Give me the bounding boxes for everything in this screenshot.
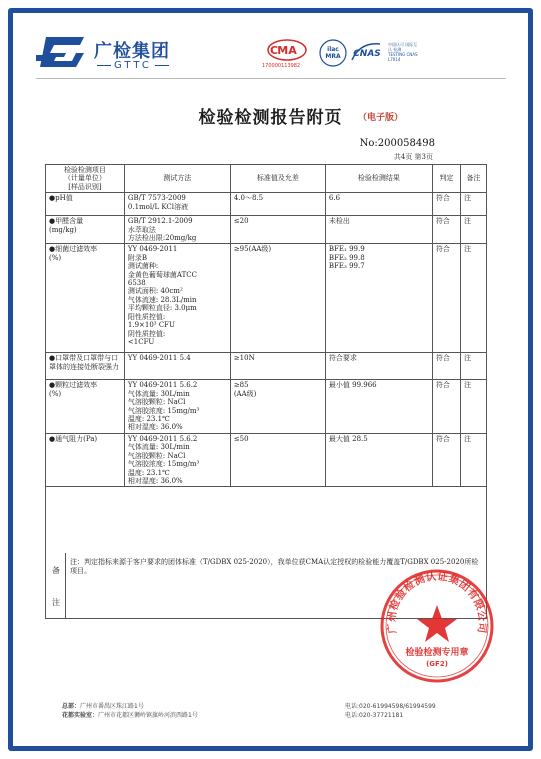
seal-ring-text: 广州检验检测认证集团有限公司	[385, 570, 489, 635]
table-row	[46, 353, 487, 380]
cell-result: 6.6	[325, 193, 432, 216]
report-number: No:200058498	[359, 138, 435, 149]
cnas-icon	[350, 40, 384, 64]
cma-mark-icon	[266, 38, 308, 62]
cell-remark: 注	[461, 353, 487, 380]
phone-2: 电话:020-37721181	[345, 712, 404, 719]
cell-remark: 注	[461, 216, 487, 244]
table-row	[46, 193, 487, 216]
table-header-row	[46, 165, 487, 193]
seal-star-icon	[417, 605, 457, 642]
lab-address: 广州市花都区狮岭镇旗岭河滨西路1号	[98, 712, 198, 719]
cell-remark: 注	[461, 433, 487, 486]
svg-text:MRA: MRA	[325, 53, 341, 60]
company-name-en: GTTC	[94, 60, 172, 71]
cell-judge: 符合	[432, 353, 460, 380]
cell-standard: ≥95(AA级)	[230, 244, 325, 353]
cell-item: ●通气阻力(Pa)	[46, 433, 125, 486]
cell-remark: 注	[461, 380, 487, 433]
cell-judge: 符合	[432, 433, 460, 486]
cnas-text: 中国认可 国际互认 检测 TESTING CNAS L7014	[388, 42, 418, 62]
seal-center-text: 检验检测专用章	[405, 648, 469, 658]
cell-judge: 符合	[432, 244, 460, 353]
cell-item: ●口罩带及口罩带与口罩体的连接处断裂强力	[46, 353, 125, 380]
cell-standard: ≥10N	[230, 353, 325, 380]
cell-result: 符合要求	[325, 353, 432, 380]
official-seal	[378, 567, 496, 685]
cell-standard: ≤20	[230, 216, 325, 244]
cell-remark: 注	[461, 193, 487, 216]
cell-method: GB/T 7573-2009 0.1mol/L KCl溶液	[124, 193, 230, 216]
notes-label: 备 注	[46, 553, 66, 619]
cell-method: GB/T 2912.1-2009 水萃取法 方法检出限:20mg/kg	[124, 216, 230, 244]
header-remark: 备注	[461, 165, 487, 193]
cell-method: YY 0469-2011 5.4	[124, 353, 230, 380]
table-blank-area	[45, 464, 487, 554]
cell-item: ●甲醛含量 (mg/kg)	[46, 216, 125, 244]
header-divider	[36, 78, 506, 79]
svg-text:ilac: ilac	[327, 46, 339, 53]
cell-result: 最大值 28.5	[325, 433, 432, 486]
headquarters-address: 广州市番禺区珠江路1号	[80, 703, 144, 710]
ilac-mra-icon	[318, 38, 348, 68]
page-info: 共4页 第3页	[393, 153, 433, 161]
table-row	[46, 380, 487, 433]
notes-text: 注：判定指标来源于客户要求的团体标准（T/GDBX 025-2020），我单位获CMA认定授权的检验能力覆盖T/GDBX 025-2020所检项目。	[70, 558, 479, 575]
company-name-cn: 广检集团	[94, 41, 170, 62]
cell-method: YY 0469-2011 附录B 测试菌种: 金黄色葡萄球菌ATCC 6538 测试面积: 40cm² 气体流速: 28.3L/min 平均颗粒直径: 3.0μm 阳性质控值: 1.9×10³ CFU 阴性质控值: <1CFU	[124, 244, 230, 353]
cell-method: YY 0469-2011 5.6.2 气体流量: 30L/min 气溶胶颗粒: NaCl 气溶胶浓度: 15mg/m³ 温度: 23.1℃ 相对湿度: 36.0%	[124, 380, 230, 433]
svg-text:C: C	[269, 44, 279, 57]
cell-result: 未检出	[325, 216, 432, 244]
header-method: 测试方法	[124, 165, 230, 193]
cell-standard: 4.0～8.5	[230, 193, 325, 216]
cell-remark: 注	[461, 244, 487, 353]
svg-text:MA: MA	[277, 44, 297, 57]
results-table	[45, 164, 487, 487]
electronic-version-tag: （电子版）	[358, 113, 404, 123]
phone-1: 电话:020-61994598/61994599	[345, 703, 436, 710]
header-result: 检验检测结果	[325, 165, 432, 193]
cma-number: 170000113982	[262, 63, 301, 69]
table-row	[46, 244, 487, 353]
footer-addresses: 总部：广州市番禺区珠江路1号 花都实验室：广州市花都区狮岭镇旗岭河滨西路1号	[62, 703, 198, 719]
cell-item: ●细菌过滤效率 (%)	[46, 244, 125, 353]
cell-judge: 符合	[432, 216, 460, 244]
page-title: 检验检测报告附页	[198, 108, 343, 128]
cell-judge: 符合	[432, 193, 460, 216]
cell-item: ●颗粒过滤效率 (%)	[46, 380, 125, 433]
cell-result: 最小值 99.966	[325, 380, 432, 433]
cell-item: ●pH值	[46, 193, 125, 216]
cell-method: YY 0469-2011 5.6.2 气体流量: 30L/min 气溶胶颗粒: NaCl 气溶胶浓度: 15mg/m³ 温度: 23.1℃ 相对湿度: 36.0%	[124, 433, 230, 486]
cell-standard: ≥85 (AA级)	[230, 380, 325, 433]
header-item: 检验检测项目 （计量单位） [样品识别]	[46, 165, 125, 193]
cell-result: BFE₁ 99.9 BFE₂ 99.8 BFE₃ 99.7	[325, 244, 432, 353]
footer-phones	[345, 702, 505, 720]
certification-marks	[262, 38, 506, 74]
gttc-logo-icon	[36, 35, 86, 69]
header-judge: 判定	[432, 165, 460, 193]
header-standard: 标准值及允差	[230, 165, 325, 193]
seal-code: (GF2)	[426, 660, 448, 668]
company-logo	[36, 35, 196, 75]
cell-judge: 符合	[432, 380, 460, 433]
cell-standard: ≤50	[230, 433, 325, 486]
svg-text:CNAS: CNAS	[353, 49, 381, 59]
table-row	[46, 216, 487, 244]
